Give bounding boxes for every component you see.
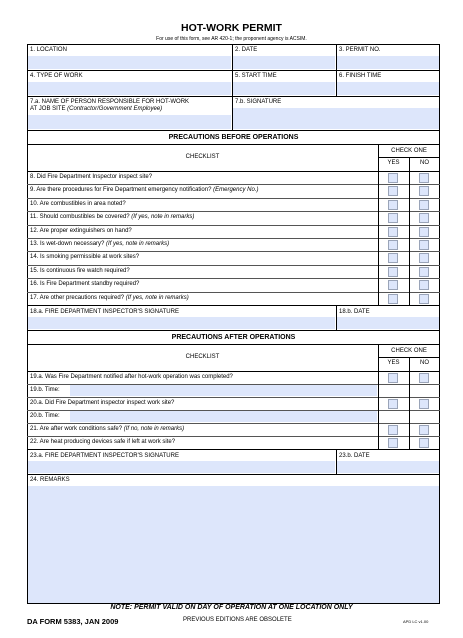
person-responsible-note: (Contractor/Government Employee) [67,106,163,112]
type-of-work-label: 4. TYPE OF WORK [30,73,83,79]
permit-no-label: 3. PERMIT NO. [339,47,381,53]
before-no-checkbox[interactable] [419,294,429,304]
before-yes-checkbox[interactable] [388,294,398,304]
before-yes-checkbox[interactable] [388,173,398,183]
before-item-text: 17. Are other precautions required? [30,294,125,301]
before-item-label [30,201,126,207]
after-inspector-signature-label: 23.a. FIRE DEPARTMENT INSPECTOR'S SIGNATURE [30,453,179,459]
before-no-checkbox[interactable] [419,200,429,210]
apd-version: APD LC v1.00 [403,619,429,624]
row-divider [27,330,440,331]
before-item-label [30,268,130,274]
after-no-checkbox[interactable] [419,399,429,409]
before-yes-checkbox[interactable] [388,267,398,277]
inspector-signature-field[interactable] [28,317,335,329]
after-inspector-signature-field[interactable] [28,461,335,473]
form-id: DA FORM 5383, JAN 2009 [27,617,119,626]
before-yes-label: YES [387,160,400,166]
after-no-checkbox[interactable] [419,425,429,435]
before-no-checkbox[interactable] [419,253,429,263]
date-field[interactable] [233,56,335,69]
after-checklist-label: CHECKLIST [185,354,220,360]
before-item-note: (If yes, note in remarks) [125,294,189,301]
previous-editions-note: PREVIOUS EDITIONS ARE OBSOLETE [183,617,292,623]
remarks-label: 24. REMARKS [30,477,70,483]
after-time-field[interactable] [70,385,377,396]
validity-note: NOTE: PERMIT VALID ON DAY OF OPERATION AT ONE LOCATION ONLY [110,604,353,611]
before-no-checkbox[interactable] [419,213,429,223]
location-label: 1. LOCATION [30,47,67,53]
before-check-one-label: CHECK ONE [391,148,427,154]
after-item-label [30,426,184,432]
before-item-text: 9. Are there procedures for Fire Department emergency notification? [30,187,212,194]
signature-field[interactable] [233,108,439,129]
after-item-note: (If no, note in remarks) [123,426,185,432]
before-no-checkbox[interactable] [419,240,429,250]
after-yes-checkbox[interactable] [388,373,398,383]
start-time-label: 5. START TIME [235,73,277,79]
before-item-note: (Emergency No.) [213,187,259,194]
start-time-field[interactable] [233,82,335,95]
before-no-checkbox[interactable] [419,186,429,196]
inspector-signature-label: 18.a. FIRE DEPARTMENT INSPECTOR'S SIGNATURE [30,309,179,315]
before-item-text: 16. Is Fire Department standby required? [30,281,140,288]
after-inspector-date-label: 23.b. DATE [339,453,370,459]
before-item-text: 12. Are proper extinguishers on hand? [30,227,132,234]
after-item-label [30,439,175,445]
remarks-field[interactable] [28,486,439,603]
after-item-text: 19.a. Was Fire Department notified after hot-work operation was completed? [30,374,233,380]
after-yes-checkbox[interactable] [388,425,398,435]
before-yes-checkbox[interactable] [388,186,398,196]
after-yes-checkbox[interactable] [388,399,398,409]
before-item-label [30,254,139,260]
before-yes-checkbox[interactable] [388,227,398,237]
after-item-text: 21. Are after work conditions safe? [30,426,123,432]
after-item-label [30,413,60,419]
before-yes-checkbox[interactable] [388,240,398,250]
row-divider [27,305,440,306]
location-field[interactable] [28,56,231,69]
before-no-checkbox[interactable] [419,280,429,290]
after-no-checkbox[interactable] [419,438,429,448]
after-inspector-date-field[interactable] [337,461,439,473]
date-label: 2. DATE [235,47,258,53]
after-item-text: 20.b. Time: [30,413,60,419]
before-no-checkbox[interactable] [419,267,429,277]
row-divider [27,474,440,475]
before-item-label [30,174,152,180]
before-item-label [30,241,169,247]
after-item-label [30,387,60,393]
person-responsible-label: 7.a. NAME OF PERSON RESPONSIBLE FOR HOT-WORK [30,99,190,105]
person-responsible-line2: AT JOB SITE [30,106,66,112]
finish-time-field[interactable] [337,82,439,95]
column-divider [378,171,379,305]
before-no-label: NO [420,160,429,166]
person-responsible-field[interactable] [28,115,231,129]
before-item-label [30,187,258,193]
form-title: HOT-WORK PERMIT [181,22,282,34]
after-time-field[interactable] [70,411,377,422]
before-item-label [30,228,132,234]
column-divider [409,371,410,449]
after-item-text: 20.a. Did Fire Department inspector inspect work site? [30,400,175,406]
after-item-text: 19.b. Time: [30,387,60,393]
before-item-note: (If yes, note in remarks) [131,214,195,221]
after-yes-label: YES [387,360,400,366]
before-checklist-label: CHECKLIST [185,154,220,160]
after-yes-checkbox[interactable] [388,438,398,448]
after-item-label [30,400,174,406]
before-item-text: 8. Did Fire Department Inspector inspect site? [30,174,153,180]
inspector-date-field[interactable] [337,317,439,329]
after-item-label [30,374,233,380]
after-heading: PRECAUTIONS AFTER OPERATIONS [171,334,296,341]
type-of-work-field[interactable] [28,82,231,95]
finish-time-label: 6. FINISH TIME [339,73,382,79]
row-divider [27,96,440,97]
before-item-text: 13. Is wet-down necessary? [30,241,105,247]
before-item-text: 11. Should combustibles be covered? [30,214,130,221]
before-yes-checkbox[interactable] [388,200,398,210]
before-yes-checkbox[interactable] [388,280,398,290]
before-no-checkbox[interactable] [419,173,429,183]
after-check-one-label: CHECK ONE [391,348,427,354]
before-item-label [30,214,194,220]
before-item-label [30,295,189,301]
before-item-label [30,281,139,287]
before-item-text: 14. Is smoking permissible at work sites? [30,254,140,261]
before-yes-checkbox[interactable] [388,213,398,223]
before-item-text: 15. Is continuous fire watch required? [30,267,130,274]
column-divider [378,371,379,449]
before-item-text: 10. Are combustibles in area noted? [30,200,126,207]
row-divider [27,70,440,71]
row-divider [27,449,440,450]
before-heading: PRECAUTIONS BEFORE OPERATIONS [168,134,299,141]
after-no-label: NO [420,360,429,366]
signature-label: 7.b. SIGNATURE [235,99,282,105]
column-divider [409,171,410,305]
form-subtitle: For use of this form, see AR 420-1; the proponent agency is ACSIM. [156,36,307,42]
before-no-checkbox[interactable] [419,227,429,237]
row-divider [27,130,440,131]
person-responsible-label-2 [30,106,162,112]
after-item-text: 22. Are heat producing devices safe if left at work site? [30,439,176,445]
permit-no-field[interactable] [337,56,439,69]
before-item-note: (If yes, note in remarks) [106,241,170,247]
inspector-date-label: 18.b. DATE [339,309,370,315]
before-yes-checkbox[interactable] [388,253,398,263]
after-no-checkbox[interactable] [419,373,429,383]
